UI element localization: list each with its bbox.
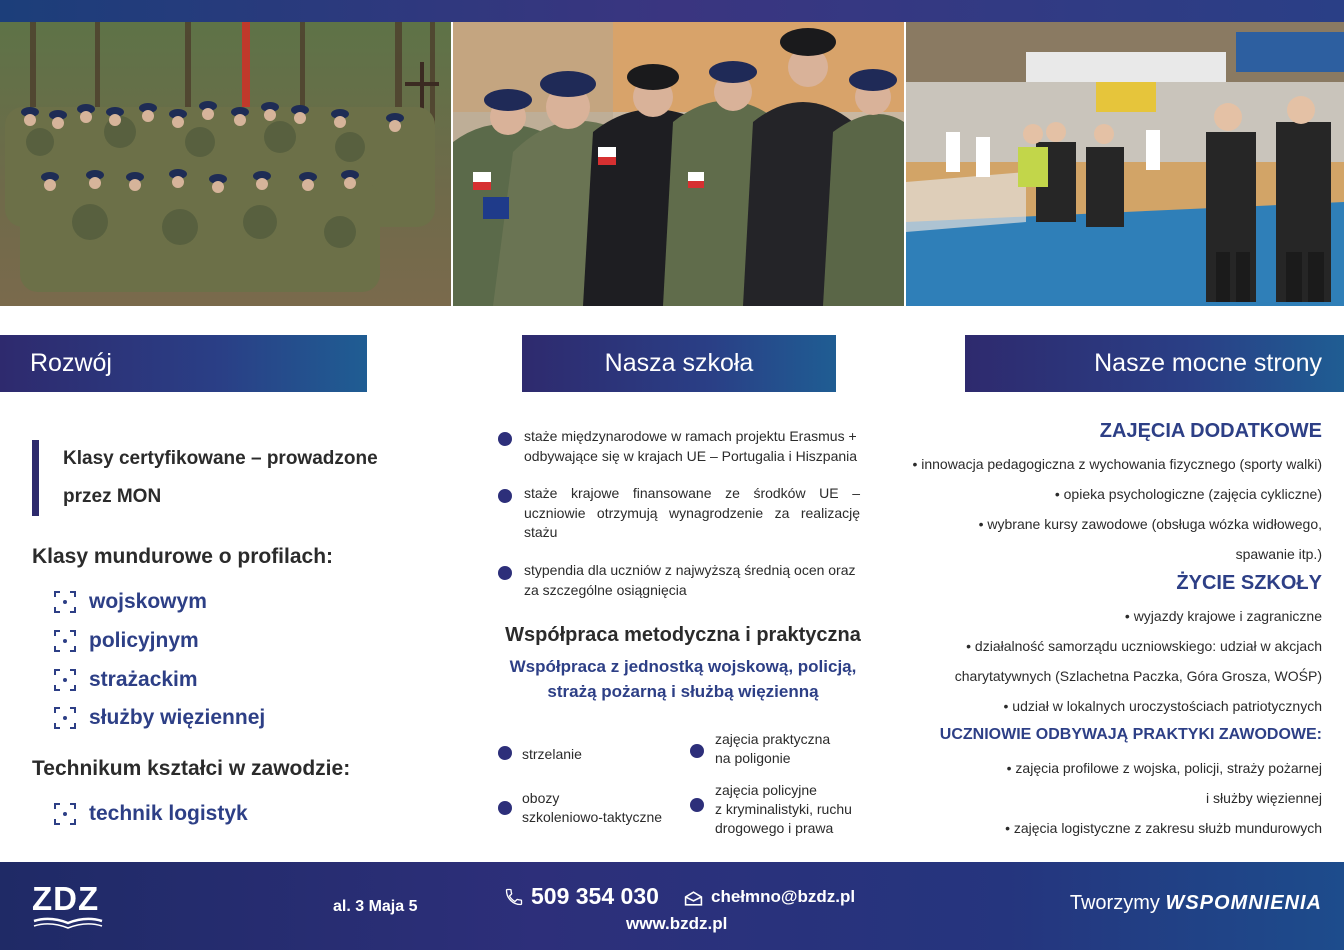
activity-line: z kryminalistyki, ruchu (715, 801, 852, 817)
slogan-emphasis: WSPOMNIENIA (1165, 892, 1322, 914)
activity-item (715, 781, 852, 838)
list-item (524, 484, 860, 543)
profiles-list (54, 583, 265, 738)
item-line: uczniowie otrzymują wynagrodzenie za realizację (524, 504, 860, 521)
bullet-icon (498, 566, 512, 580)
activity-line: zajęcia praktyczna (715, 731, 831, 747)
bullet-icon (498, 432, 512, 446)
heading-praktyki-zawodowe: UCZNIOWIE ODBYWAJĄ PRAKTYKI ZAWODOWE: (939, 726, 1322, 743)
heading-zajecia-dodatkowe: ZAJĘCIA DODATKOWE (1099, 420, 1322, 442)
subtitle-line: strażą pożarną i służbą więzienną (547, 682, 819, 701)
profile-label: wojskowym (89, 590, 207, 614)
cert-line: przez MON (63, 486, 162, 507)
mail-icon (684, 890, 703, 907)
profile-label: policyjnym (89, 629, 199, 653)
list-item (54, 795, 248, 834)
technikum-list (54, 795, 248, 834)
technikum-heading: Technikum kształci w zawodzie: (32, 757, 351, 780)
subtitle-line: Współpraca z jednostką wojskową, policją, (509, 657, 857, 676)
bullet-icon (690, 798, 704, 812)
item-line: staże międzynarodowe w ramach projektu Erasmus + (524, 428, 857, 444)
strength-line: charytatywnych (Szlachetna Paczka, Góra Grosza, WOŚP) (954, 668, 1322, 684)
section-header-nasza-szkola (522, 335, 836, 392)
activity-line: obozy (522, 790, 560, 806)
cert-line: Klasy certyfikowane – prowadzone (63, 448, 378, 469)
bullet-icon (498, 746, 512, 760)
section-title: Nasza szkoła (604, 349, 754, 377)
strength-line: • działalność samorządu uczniowskiego: udział w akcjach (966, 638, 1322, 654)
profile-label: strażackim (89, 667, 198, 691)
item-line: stypendia dla uczniów z najwyższą średnią ocen oraz (524, 562, 856, 578)
bullet-icon (498, 489, 512, 503)
list-item (524, 561, 864, 600)
footer (0, 862, 1344, 950)
section-header-rozwoj (0, 335, 367, 392)
strength-line: • innowacja pedagogiczna z wychowania fizycznego (sporty walki) (912, 456, 1322, 472)
website-link[interactable]: www.bzdz.pl (626, 914, 728, 933)
photo-sports-hall (906, 22, 1344, 306)
list-item (54, 622, 265, 661)
activity-line: strzelanie (522, 746, 582, 762)
target-icon (54, 591, 76, 613)
activity-item (522, 745, 582, 764)
certified-classes-note (32, 440, 412, 516)
strength-line: • udział w lokalnych uroczystościach patriotycznych (1003, 698, 1322, 714)
list-item (54, 660, 265, 699)
activity-item (715, 730, 830, 768)
item-line: odbywające się w krajach UE – Portugalia i Hiszpania (524, 447, 858, 464)
strength-line: • zajęcia profilowe z wojska, policji, straży pożarnej (1006, 760, 1322, 776)
bullet-icon (690, 744, 704, 758)
target-icon (54, 803, 76, 825)
strength-line: • zajęcia logistyczne z zakresu służb mundurowych (1005, 820, 1322, 836)
profiles-heading: Klasy mundurowe o profilach: (32, 545, 334, 568)
book-icon (32, 917, 104, 929)
slogan-lead: Tworzymy (1069, 892, 1166, 914)
profession-label: technik logistyk (89, 802, 248, 826)
section-title: Nasze mocne strony (1094, 349, 1322, 377)
email-link[interactable]: chełmno@bzdz.pl (711, 887, 856, 906)
top-strip (0, 0, 1344, 22)
item-line: staże krajowe finansowane ze środków UE – (524, 485, 860, 501)
activity-line: zajęcia policyjne (715, 782, 817, 798)
phone-icon (504, 887, 524, 907)
photo-uniformed-group-forest (0, 22, 451, 306)
address: al. 3 Maja 5 (333, 898, 418, 915)
bullet-icon (498, 801, 512, 815)
strength-line: i służby więziennej (1206, 790, 1322, 806)
activity-line: drogowego i prawa (715, 820, 834, 836)
cooperation-subtitle (453, 654, 913, 704)
item-line: stażu (524, 524, 558, 540)
slogan (1070, 892, 1322, 915)
list-item (524, 427, 864, 466)
item-line: za szczególne osiągnięcia (524, 581, 687, 598)
strength-line: • opieka psychologiczne (zajęcia cykliczne) (1054, 486, 1322, 502)
list-item (54, 699, 265, 738)
profile-label: służby więziennej (89, 706, 266, 730)
logo-text: ZDZ (32, 880, 100, 917)
activity-line: na poligonie (715, 750, 791, 766)
photo-uniformed-students-berets (453, 22, 904, 306)
section-title: Rozwój (30, 349, 112, 377)
strength-line: • wyjazdy krajowe i zagraniczne (1124, 608, 1322, 624)
target-icon (54, 707, 76, 729)
section-header-mocne-strony (965, 335, 1344, 392)
heading-zycie-szkoly: ŻYCIE SZKOŁY (1176, 572, 1322, 594)
activity-line: szkoleniowo-taktyczne (522, 809, 663, 825)
phone-link[interactable]: 509 354 030 (531, 883, 659, 909)
cooperation-title: Współpraca metodyczna i praktyczna (505, 624, 861, 646)
strength-line: spawanie itp.) (1235, 546, 1322, 562)
list-item (54, 583, 265, 622)
zdz-logo (32, 881, 104, 929)
strength-line: • wybrane kursy zawodowe (obsługa wózka widłowego, (978, 516, 1322, 532)
target-icon (54, 669, 76, 691)
activity-item (522, 789, 662, 827)
target-icon (54, 630, 76, 652)
